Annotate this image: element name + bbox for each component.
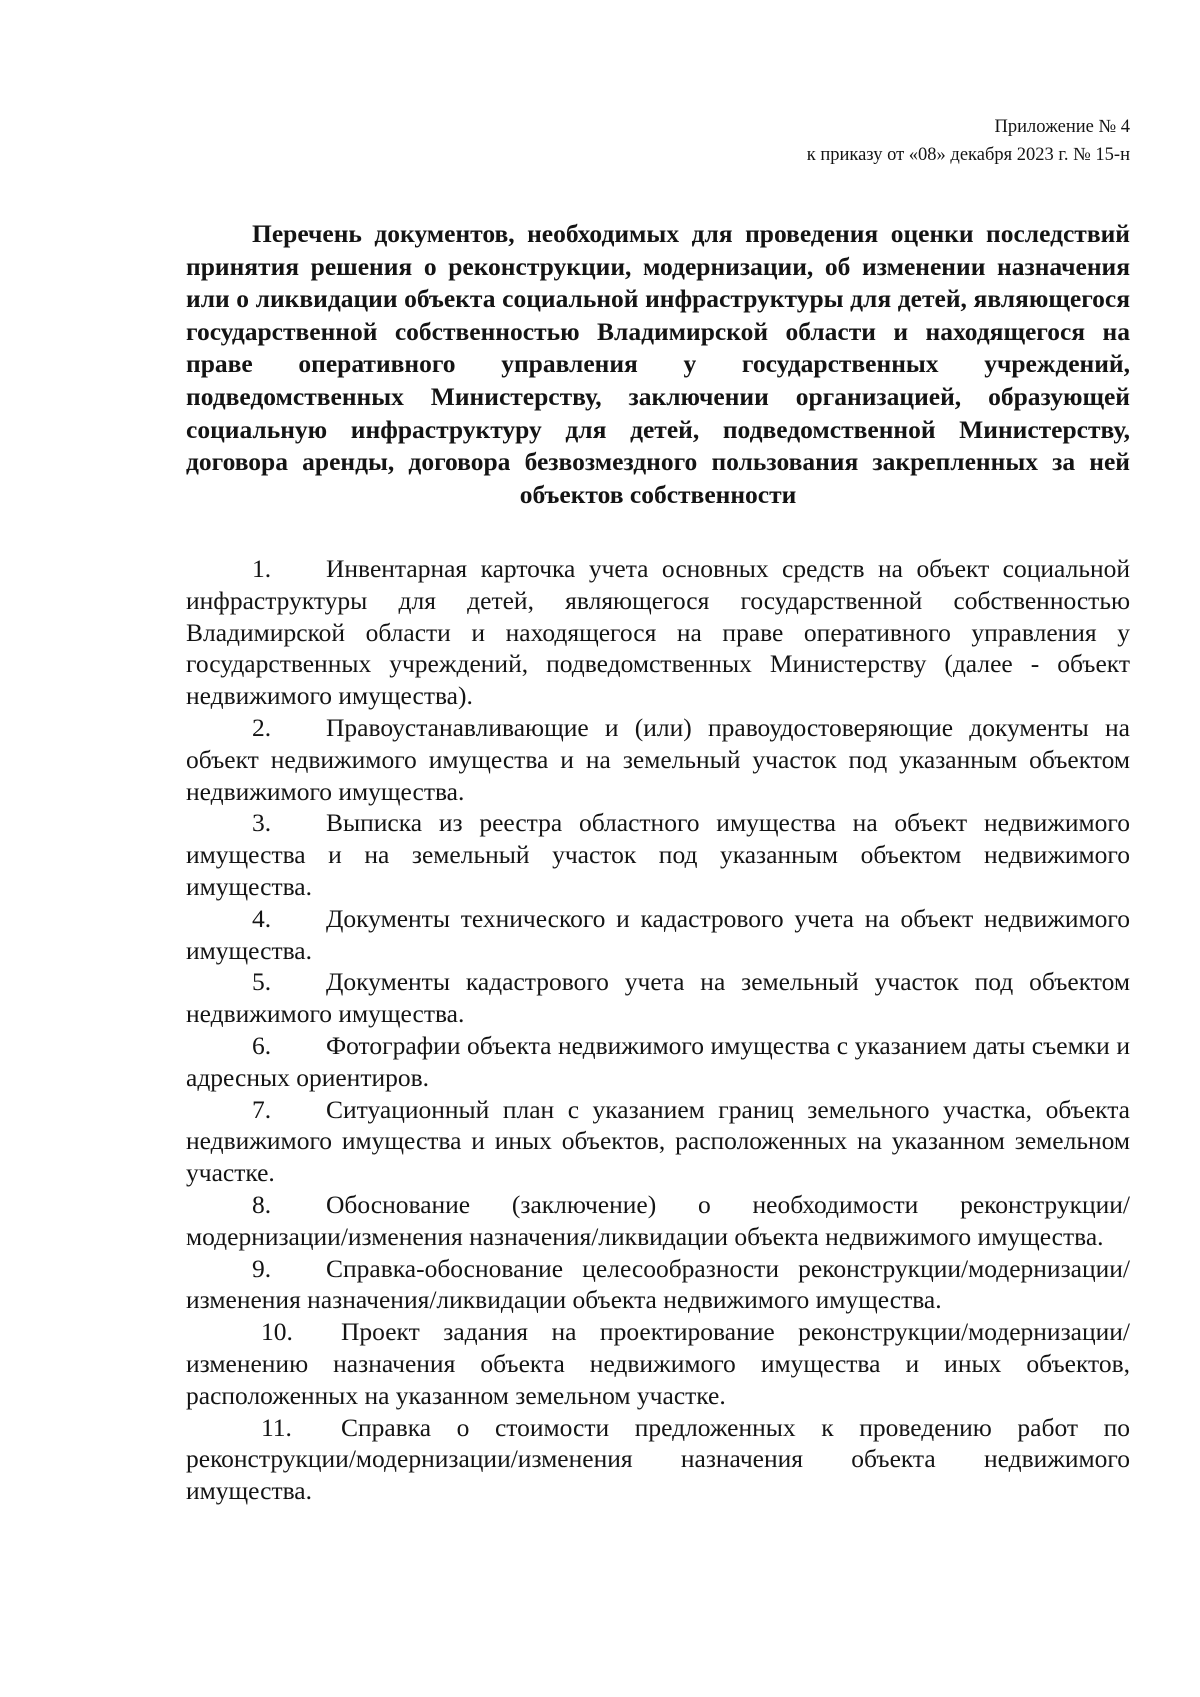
list-item <box>186 1030 1130 1094</box>
list-item <box>186 966 1130 1030</box>
item-text: Ситуационный план с указанием границ земельного участка, объекта недвижимого имущества и иных объектов, расположенных на указанном земельном участке. <box>186 1094 1130 1188</box>
item-number: 5. <box>252 967 272 997</box>
list-item <box>186 903 1130 967</box>
item-text: Документы технического и кадастрового учета на объект недвижимого имущества. <box>186 903 1130 965</box>
appendix-header <box>807 113 1130 169</box>
item-text: Инвентарная карточка учета основных средств на объект социальной инфраструктуры для детей, являющегося государственной собственностью Владимирской области и находящегося на праве оперативного управления у государственных учреждений, подведомственных Министерству (далее - объект недвижимого имущества). <box>186 554 1130 711</box>
order-reference: к приказу от «08» декабря 2023 г. № 15-н <box>806 145 1130 165</box>
list-item <box>186 1189 1130 1253</box>
item-number: 1. <box>252 554 272 583</box>
item-number: 3. <box>252 808 272 838</box>
documents-list <box>186 553 1130 1507</box>
item-text: Обоснование (заключение) о необходимости реконструкции/модернизации/изменения назначения/ликвидации объекта недвижимого имущества. <box>186 1189 1130 1251</box>
item-number: 11. <box>261 1412 292 1442</box>
list-item <box>186 1316 1130 1411</box>
item-number: 6. <box>252 1030 272 1060</box>
appendix-label: Приложение № 4 <box>994 117 1130 137</box>
item-text: Правоустанавливающие и (или) правоудостоверяющие документы на объект недвижимого имущества и на земельный участок под указанным объектом недвижимого имущества. <box>186 712 1130 806</box>
list-item <box>186 553 1130 712</box>
item-text: Справка о стоимости предложенных к проведению работ по реконструкции/модернизации/изменения назначения объекта недвижимого имущества. <box>186 1412 1130 1506</box>
item-text: Фотографии объекта недвижимого имущества с указанием даты съемки и адресных ориентиров. <box>186 1030 1130 1092</box>
document-title: Перечень документов, необходимых для проведения оценки последствий принятия решения о реконструкции, модернизации, об изменении назначения или о ликвидации объекта социальной инфраструктуры для детей, являющегося государственной собственностью Владимирской области и находящегося на праве оперативного управления у государственных учреждений, подведомственных Министерству, заключении организацией, образующей социальную инфраструктуру для детей, подведомственной Министерству, договора аренды, договора безвозмездного пользования закрепленных за ней объектов собственности <box>186 219 1130 509</box>
list-item <box>186 807 1130 902</box>
item-number: 8. <box>252 1189 272 1219</box>
item-text: Справка-обоснование целесообразности реконструкции/модернизации/изменения назначения/ликвидации объекта недвижимого имущества. <box>186 1253 1130 1315</box>
item-number: 9. <box>252 1253 272 1283</box>
item-number: 2. <box>252 712 272 742</box>
item-number: 4. <box>252 903 272 933</box>
item-number: 7. <box>252 1094 272 1124</box>
list-item <box>186 712 1130 807</box>
item-text: Выписка из реестра областного имущества на объект недвижимого имущества и на земельный участок под указанным объектом недвижимого имущества. <box>186 808 1130 901</box>
document-title-block <box>186 218 1130 511</box>
list-item <box>186 1094 1130 1189</box>
item-number: 10. <box>261 1317 293 1347</box>
list-item <box>186 1412 1130 1507</box>
list-item <box>186 1253 1130 1317</box>
item-text: Проект задания на проектирование реконструкции/модернизации/изменению назначения объекта недвижимого имущества и иных объектов, расположенных на указанном земельном участке. <box>186 1317 1130 1410</box>
item-text: Документы кадастрового учета на земельный участок под объектом недвижимого имущества. <box>186 967 1130 1029</box>
